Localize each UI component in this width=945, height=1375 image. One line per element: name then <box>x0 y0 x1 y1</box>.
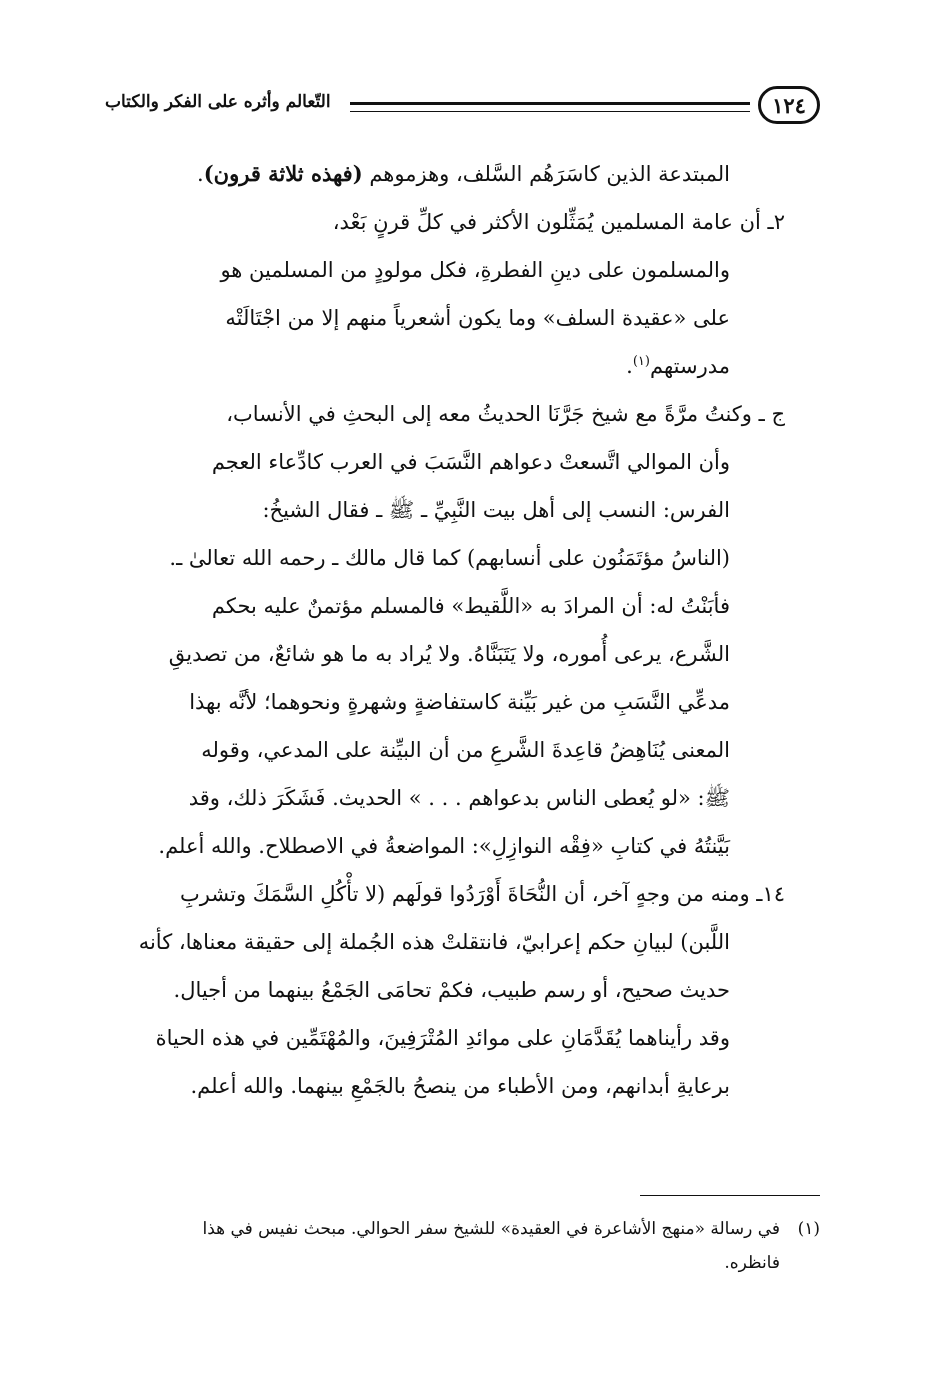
text-line: والمسلمون على دينِ الفطرةِ، فكل مولودٍ من المسلمين هو <box>220 258 730 282</box>
footnote-ref: (١) <box>632 354 650 369</box>
text-line: بَيَّنتُهُ في كتابِ «فِقْه النوازِلِ»: المواضعةُ في الاصطلاح. والله أعلم. <box>158 834 730 858</box>
text-line: المعنى يُنَاهِضُ قاعِدةَ الشَّرعِ من أن البيِّنة على المدعي، وقوله <box>201 738 730 762</box>
text-line <box>105 342 785 390</box>
text-line: ٢ـ أن عامة المسلمين يُمَثِّلون الأكثر في كلِّ قرنٍ بَعْد، <box>332 210 785 234</box>
text-line: فأبَنْتُ له: أن المرادَ به «اللَّقيط» فالمسلم مؤتمنٌ عليه بحكم <box>211 594 730 618</box>
text-run: . <box>626 354 633 378</box>
page-header <box>105 86 820 130</box>
text-line <box>105 150 785 198</box>
text-line: برعايةِ أبدانهم، ومن الأطباء من ينصحُ بالجَمْعِ بينهما. والله أعلم. <box>190 1074 730 1098</box>
text-line: حديث صحيح، أو رسم طبيب، فكمْ تحامَى الجَمْعُ بينهما من أجيال. <box>173 978 730 1002</box>
footnote-marker: (١) <box>797 1219 820 1239</box>
text-line: الشَّرع، يرعى أُموره، ولا يَتَبَنَّاهُ. ولا يُراد به ما هو شائعٌ، من تصديقِ <box>168 642 730 666</box>
text-run: مدرستهم <box>649 354 730 378</box>
text-line: مدعِّي النَّسَبِ من غير بَيِّنة كاستفاضةٍ وشهرةٍ ونحوهما؛ لأنَّه بهذا <box>189 690 730 714</box>
footnote-line <box>105 1212 820 1246</box>
text-run: المبتدعة الذين كاسَرَهُم السَّلف، وهزموهم <box>369 162 730 186</box>
text-line: على «عقيدة السلف» وما يكون أشعرياً منهم إلا من اجْتَالَتْه <box>225 306 730 330</box>
running-title: التّعالم وأثره على الفكر والكتاب <box>105 92 331 112</box>
text-line: ﷺ: «لو يُعطى الناس بدعواهم . . . » الحديث. فَشَكَرَ ذلك، وقد <box>188 786 730 810</box>
text-line: ج ـ وكنتُ مرَّةً مع شيخ جَرَّنَا الحديثُ معه إلى البحثِ في الأنساب، <box>226 402 785 426</box>
text-line: اللَّبن) لبيانِ حكم إعرابيّ، فانتقلتْ هذه الجُملة إلى حقيقة معناها، كأنه <box>138 930 730 954</box>
footnote-line: فانظره. <box>724 1253 780 1273</box>
text-line: الفرس: النسب إلى أهل بيت النَّبِيِّ ـ ﷺ ـ فقال الشيخُ: <box>262 498 730 522</box>
footnote <box>105 1212 820 1280</box>
text-line: وقد رأيناهما يُقَدَّمَانِ على موائدِ المُتْرَفِينَ، والمُهْتَمِّين في هذه الحياة <box>155 1026 730 1050</box>
page-number: ١٢٤ <box>758 86 820 124</box>
text-line: ١٤ـ ومنه من وجهٍ آخر، أن النُّحَاةَ أَوْرَدُوا قولَهم (لا تأْكُلِ السَّمَكَ وتشربِ <box>180 882 785 906</box>
footnote-rule <box>640 1195 820 1196</box>
body-text <box>105 150 785 1110</box>
bold-phrase: (فهذه ثلاثة قرون) <box>203 161 363 186</box>
text-line: وأن الموالي اتَّسعتْ دعواهم النَّسَبَ في العرب كادِّعاء العجم <box>211 450 730 474</box>
text-line: (الناسُ مؤتَمَنُون على أنسابهم) كما قال مالك ـ رحمه الله تعالىٰ ـ. <box>169 546 730 570</box>
header-rule <box>350 102 750 112</box>
footnote-text: في رسالة «منهج الأشاعرة في العقيدة» للشيخ سفر الحوالي. مبحث نفيس في هذا <box>202 1219 780 1239</box>
text-run: . <box>197 162 204 186</box>
